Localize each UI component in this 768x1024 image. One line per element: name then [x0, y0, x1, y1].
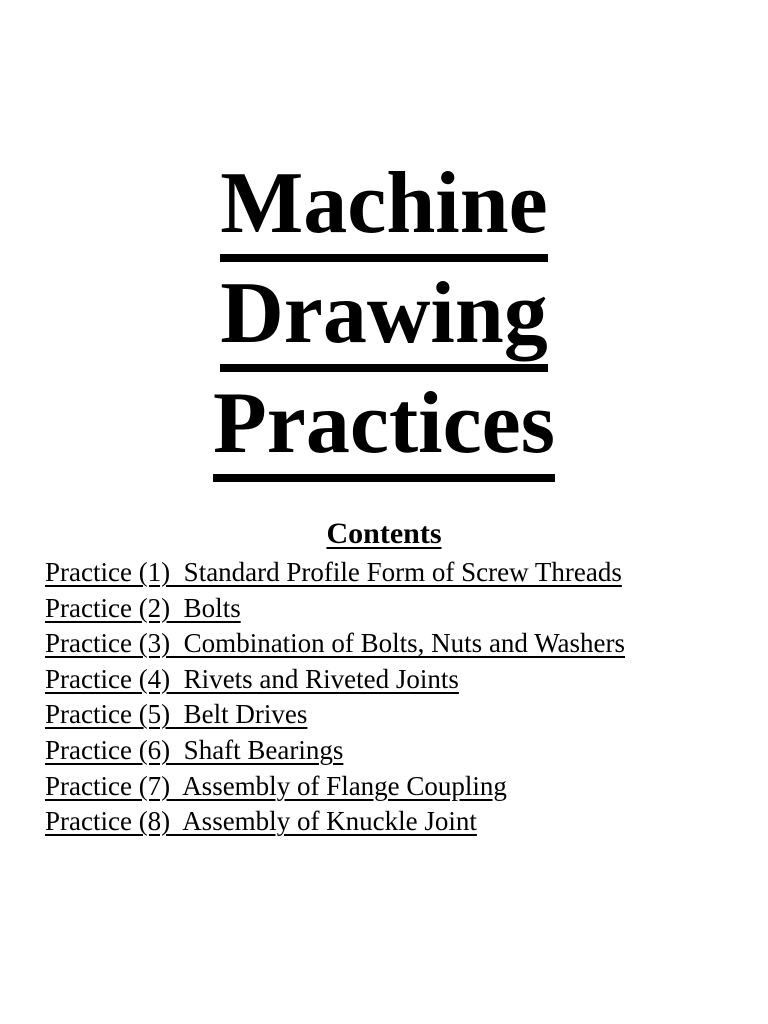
toc-item-practice-5[interactable]: Practice (5) Belt Drives	[45, 699, 308, 730]
title-line-drawing: Drawing	[220, 270, 548, 372]
toc-item-practice-4[interactable]: Practice (4) Rivets and Riveted Joints	[45, 663, 459, 694]
title-line-machine: Machine	[220, 160, 548, 262]
title-row-3	[0, 375, 768, 490]
contents-heading-label: Contents	[326, 517, 442, 550]
title-row-1	[0, 155, 768, 270]
title-row-2	[0, 265, 768, 380]
toc-item-practice-1[interactable]: Practice (1) Standard Profile Form of Screw Threads	[45, 557, 622, 587]
toc-item-practice-8[interactable]: Practice (8) Assembly of Knuckle Joint	[45, 806, 477, 837]
contents-heading	[0, 517, 768, 551]
toc-item-practice-7[interactable]: Practice (7) Assembly of Flange Coupling	[45, 770, 507, 801]
toc-item-practice-2[interactable]: Practice (2) Bolts	[45, 592, 241, 623]
document-title	[0, 155, 768, 490]
toc-item-practice-3[interactable]: Practice (3) Combination of Bolts, Nuts and Washers	[45, 628, 625, 659]
title-line-practices: Practices	[213, 380, 555, 482]
table-of-contents	[45, 555, 745, 840]
toc-item-practice-6[interactable]: Practice (6) Shaft Bearings	[45, 734, 344, 765]
